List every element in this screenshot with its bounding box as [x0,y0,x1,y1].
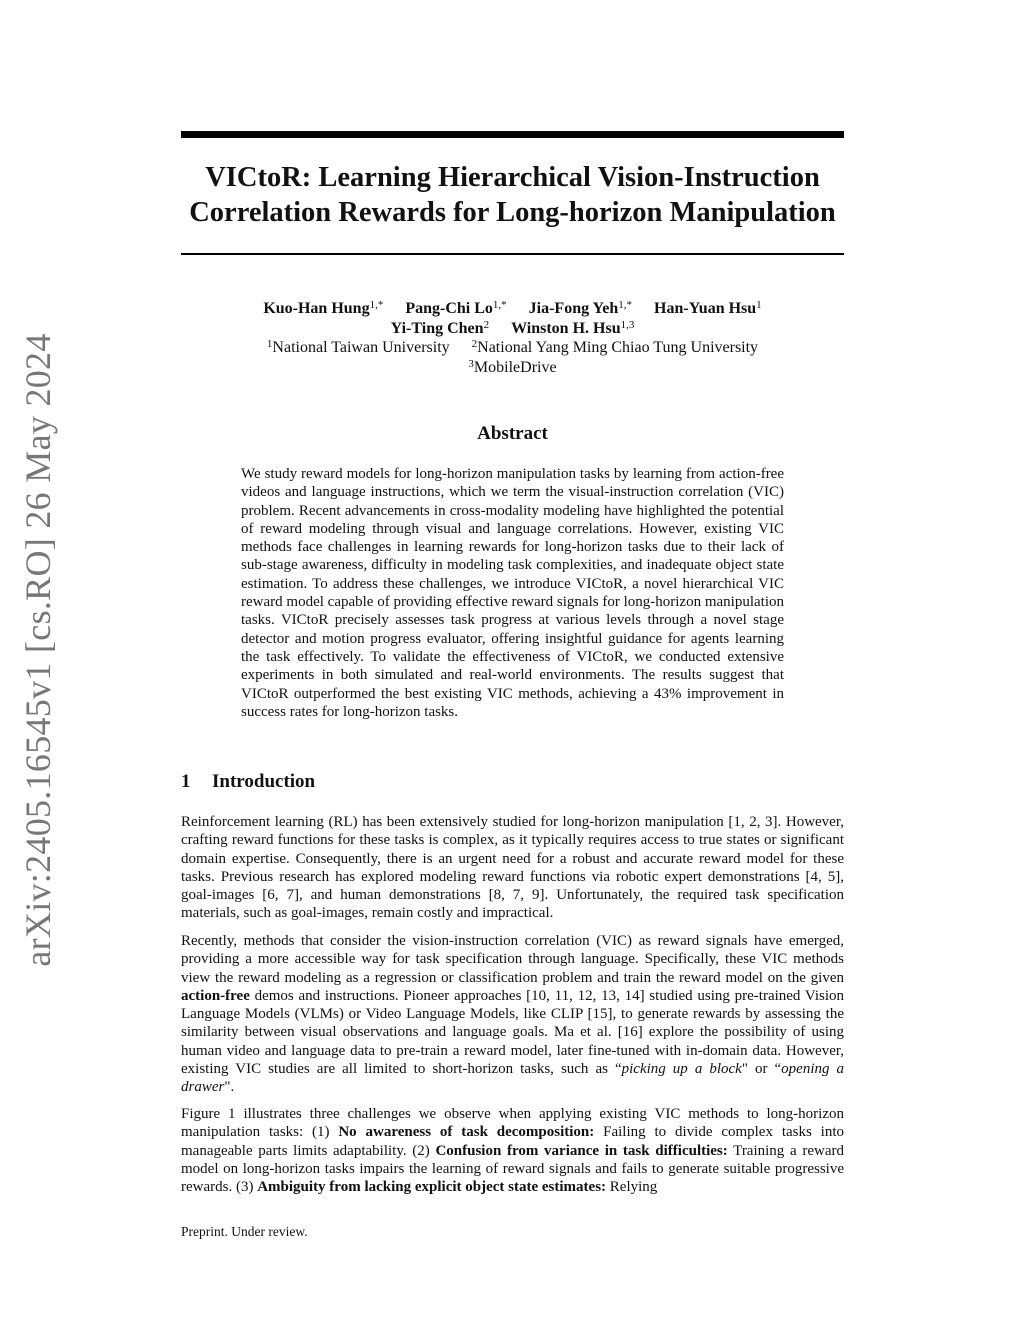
author-name: Kuo-Han Hung [263,300,370,317]
emphasis-bold: Confusion from variance in task difficulties: [435,1142,728,1159]
author-affiliation-mark: 1,* [618,299,633,311]
paragraph-text: Figure 1 illustrates three challenges we observe when applying existing VIC methods to long-horizon manipulation tasks: (1) [181,1106,844,1141]
affiliation-mark: 1 [266,338,273,350]
emphasis-bold: No awareness of task decomposition: [338,1124,595,1141]
affiliation-mark: 2 [471,338,478,350]
abstract-text: We study reward models for long-horizon manipulation tasks by learning from action-free videos and language instructions, which we term the visual-instruction correlation (VIC) problem. Recent advancements in cross-modality modeling have highlighted the potential of reward modeling through visual and language correlations. However, existing VIC methods face challenges in learning rewards for long-horizon tasks due to their lack of sub-stage awareness, difficulty in modeling task complexities, and inadequate object state estimation. To address these challenges, we introduce VICtoR, a novel hierarchical VIC reward model capable of providing effective reward signals for long-horizon manipulation tasks. VICtoR precisely assesses task progress at various levels through a novel stage detector and motion progress evaluator, offering insightful guidance for agents learning the task effectively. To validate the effectiveness of VICtoR, we conducted extensive experiments in both simulated and real-world environments. The results suggest that VICtoR outperformed the best existing VIC methods, achieving a 43% improvement in success rates for long-horizon tasks. [241,466,784,720]
paragraph-text: demos and instructions. Pioneer approaches [10, 11, 12, 13, 14] studied using pre-trained Vision Language Models (VLMs) or Video Language Models, like CLIP [15], to generate rewards by assessing the similarity between visual observations and language goals. Ma et al. [16] explore the possibility of using human video and language data to pre-train a reward model, later fine-tuned with in-domain data. However, existing VIC studies are all limited to short-horizon tasks, such as “ [181,987,844,1078]
title-line-2: Correlation Rewards for Long-horizon Manipulation [189,197,836,228]
author-name: Pang-Chi Lo [405,300,493,317]
author-name: Han-Yuan Hsu [654,300,757,317]
author-affiliation-mark: 2 [483,318,490,331]
abstract-heading: Abstract [477,423,548,444]
affiliation-mark: 3 [468,357,474,370]
title-top-rule [181,131,844,138]
author-name: Jia-Fong Yeh [528,300,619,317]
paragraph-text: Recently, methods that consider the vision-instruction correlation (VIC) as reward signals have emerged, providing a more accessible way for task specification through language. Specifically, these VIC methods view the reward modeling as a regression or classification problem and train the reward model on the given [181,933,844,986]
author-affiliation-mark: 1,* [369,299,384,311]
emphasis-italic: picking up a block [621,1061,742,1078]
title-line-1: VICtoR: Learning Hierarchical Vision-Instruction [205,162,820,193]
preprint-footer: Preprint. Under review. [181,1224,308,1239]
paragraph-text: Training a reward model on long-horizon tasks impairs the learning of reward signals and fails to generate suitable progressive rewards. (3) [181,1142,844,1196]
paragraph-text: Relying [606,1179,658,1196]
paragraph-text: " or “ [741,1061,782,1078]
intro-paragraph-1: Reinforcement learning (RL) has been extensively studied for long-horizon manipulation [1, 2, 3]. However, crafting reward functions for these tasks is complex, as it typically requires access to true states or significant domain expertise. Consequently, there is an urgent need for a robust and accurate reward model for these tasks. Previous research has explored modeling reward functions via robotic expert demonstrations [4, 5], goal-images [6, 7], and human demonstrations [8, 7, 9]. Unfortunately, the required task specification materials, such as goal-images, remain costly and impractical. [181,814,844,922]
author-affiliation-mark: 1,* [492,299,507,311]
paper-title [181,160,844,230]
author-affiliation-mark: 1,3 [620,318,635,331]
affiliation-name: National Taiwan University [272,339,450,356]
author-name: Yi-Ting Chen [390,319,484,337]
intro-paragraph-3 [181,1105,844,1196]
author-row-2 [181,319,844,339]
paragraph-text: ". [224,1079,235,1096]
emphasis-bold: action-free [181,987,250,1004]
intro-paragraph-2 [181,932,844,1097]
title-bottom-rule [181,253,844,255]
author-block [181,299,844,377]
affiliation-name: MobileDrive [473,358,557,376]
paragraph-text: Failing to divide complex tasks into manageable parts limits adaptability. (2) [181,1124,844,1159]
arxiv-identifier-stamp: arXiv:2405.16545v1 [cs.RO] 26 May 2024 [18,333,58,967]
author-affiliation-mark: 1 [756,299,762,311]
affiliation-name: National Yang Ming Chiao Tung University [477,339,759,356]
author-row-1 [181,299,844,319]
section-number: 1 [181,771,191,792]
affiliation-row-2 [181,358,844,378]
emphasis-italic: opening a drawer [181,1061,845,1096]
emphasis-bold: Ambiguity from lacking explicit object state estimates: [257,1179,607,1196]
affiliation-row-1 [181,338,844,358]
section-title: Introduction [212,771,316,792]
author-name: Winston H. Hsu [511,319,621,337]
section-heading [181,771,315,793]
